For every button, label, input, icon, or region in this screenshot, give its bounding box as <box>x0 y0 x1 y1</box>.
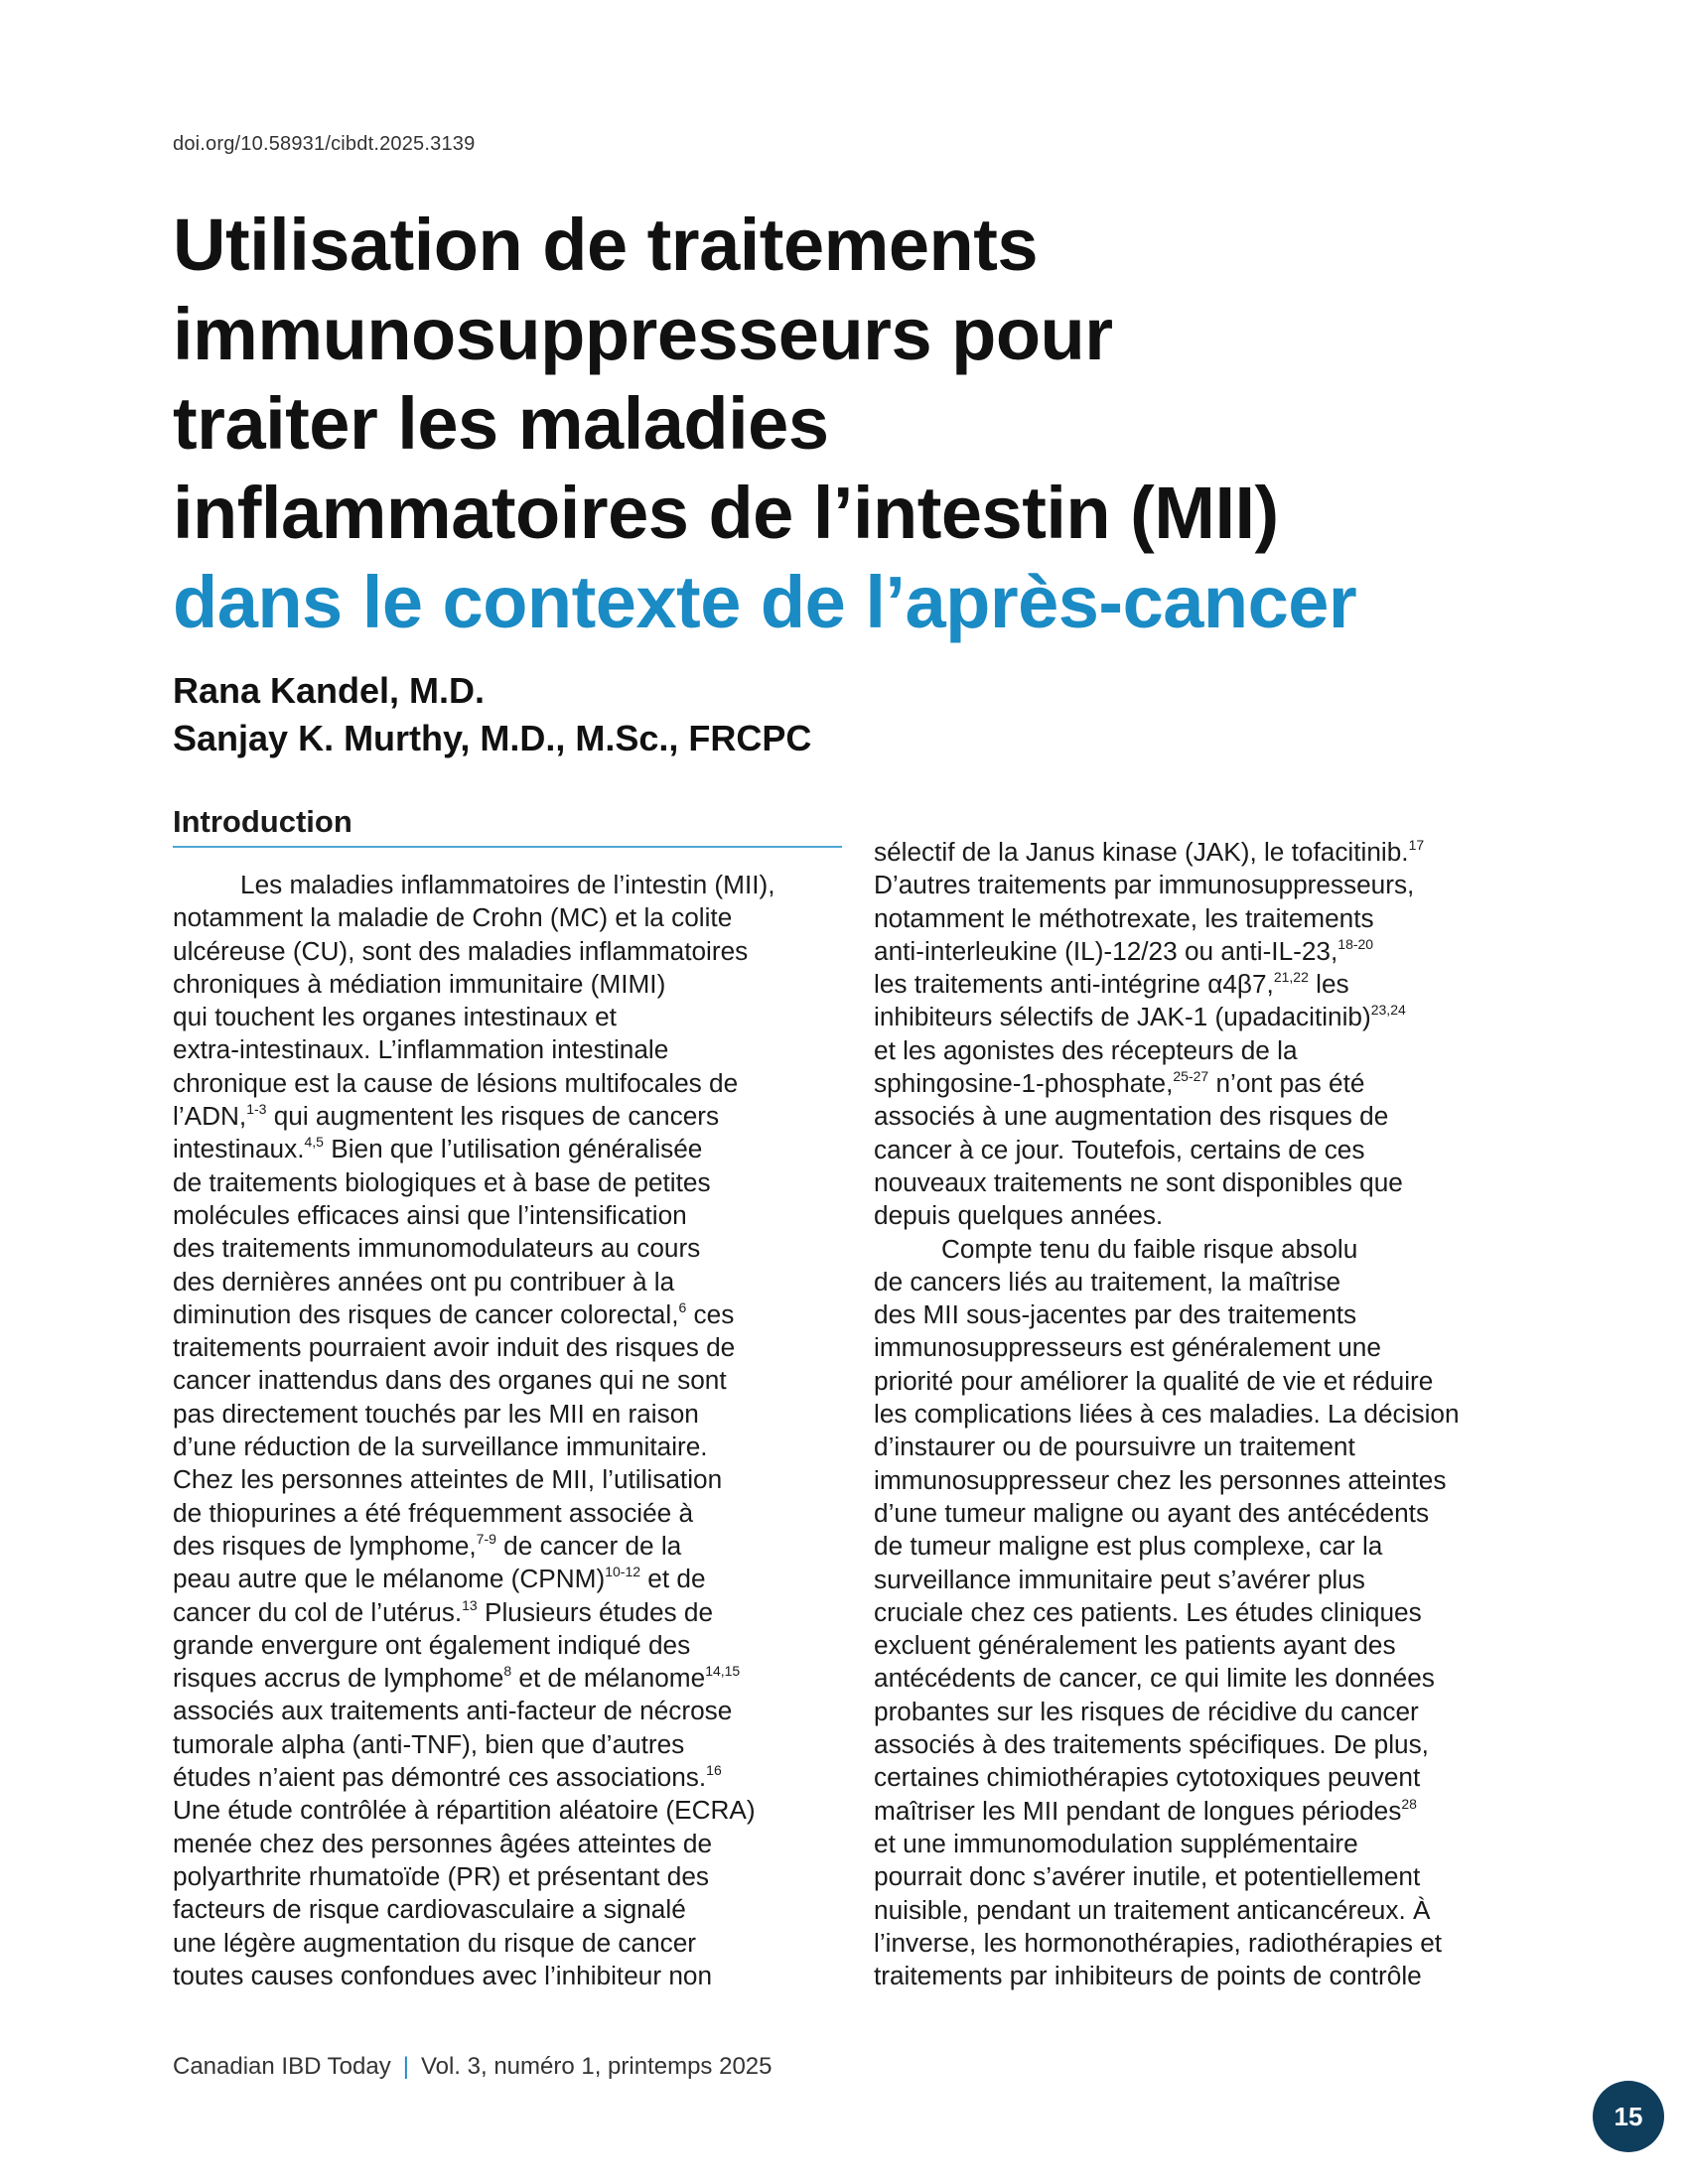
text-segment: Bien que l’utilisation généralisée <box>323 1134 703 1164</box>
text-line <box>173 1530 848 1563</box>
citation-superscript: 6 <box>678 1298 687 1315</box>
text-segment: Une étude contrôlée à répartition aléatoire (ECRA) <box>173 1795 756 1826</box>
author-name: Sanjay K. Murthy, M.D., M.Sc., FRCPC <box>173 718 812 758</box>
text-segment: des traitements immunomodulateurs au cours <box>173 1233 701 1264</box>
text-line <box>874 1134 1549 1166</box>
text-line <box>874 1100 1549 1133</box>
citation-superscript: 28 <box>1401 1795 1417 1812</box>
text-segment: de cancers liés au traitement, la maîtrise <box>874 1266 1341 1297</box>
citation-superscript: 21,22 <box>1273 969 1309 986</box>
text-segment: immunosuppresseurs est généralement une <box>874 1332 1381 1363</box>
text-segment: cancer du col de l’utérus. <box>173 1596 463 1627</box>
text-segment: de cancer de la <box>495 1530 682 1561</box>
text-segment: des risques de lymphome, <box>173 1530 477 1561</box>
text-segment: maîtriser les MII pendant de longues périodes <box>874 1795 1402 1826</box>
text-segment: traitements pourraient avoir induit des risques de <box>173 1332 736 1363</box>
text-line <box>173 1431 848 1463</box>
citation-superscript: 18-20 <box>1337 935 1374 952</box>
text-line <box>874 1860 1549 1893</box>
text-segment: de thiopurines a été fréquemment associée à <box>173 1497 694 1528</box>
text-segment: anti-interleukine (IL)-12/23 ou anti-IL-23, <box>874 935 1338 966</box>
text-segment: excluent généralement les patients ayant des <box>874 1630 1396 1661</box>
author-list <box>173 667 811 762</box>
text-segment: Plusieurs études de <box>477 1596 714 1627</box>
doi-link[interactable]: doi.org/10.58931/cibdt.2025.3139 <box>173 133 476 155</box>
text-line <box>173 1067 848 1100</box>
text-line <box>874 1564 1549 1596</box>
text-line <box>874 1629 1549 1662</box>
page-number: 15 <box>1614 2101 1643 2131</box>
text-segment: associés à une augmentation des risques de <box>874 1101 1389 1132</box>
text-segment: extra-intestinaux. L’inflammation intestinale <box>173 1034 669 1065</box>
text-line <box>874 869 1549 901</box>
text-segment: risques accrus de lymphome <box>173 1663 504 1694</box>
text-segment: molécules efficaces ainsi que l’intensification <box>173 1199 687 1230</box>
text-line <box>874 968 1549 1001</box>
text-line <box>874 1199 1549 1232</box>
text-line <box>874 1596 1549 1629</box>
text-segment: nuisible, pendant un traitement anticancéreux. À <box>874 1894 1431 1925</box>
text-segment: D’autres traitements par immunosuppresseurs, <box>874 870 1415 900</box>
text-segment: tumorale alpha (anti-TNF), bien que d’autres <box>173 1728 685 1759</box>
text-line <box>874 1497 1549 1530</box>
text-segment: Chez les personnes atteintes de MII, l’utilisation <box>173 1464 723 1495</box>
text-line <box>874 1828 1549 1860</box>
text-segment: toutes causes confondues avec l’inhibiteur non <box>173 1960 713 1990</box>
text-line <box>173 869 848 901</box>
text-segment: antécédents de cancer, ce qui limite les données <box>874 1663 1435 1694</box>
text-line <box>173 1033 848 1066</box>
citation-superscript: 4,5 <box>304 1134 324 1151</box>
text-line <box>874 1365 1549 1398</box>
text-line <box>173 1100 848 1133</box>
left-text-column <box>173 869 848 1992</box>
citation-superscript: 1-3 <box>246 1101 267 1118</box>
text-segment: intestinaux. <box>173 1134 305 1164</box>
footer-separator: | <box>402 2053 409 2080</box>
text-segment: et de mélanome <box>511 1663 706 1694</box>
text-segment: pas directement touchés par les MII en raison <box>173 1398 699 1429</box>
citation-superscript: 8 <box>503 1663 512 1680</box>
text-segment: et les agonistes des récepteurs de la <box>874 1034 1298 1065</box>
text-segment: nouveaux traitements ne sont disponibles que <box>874 1166 1403 1197</box>
text-segment: menée chez des personnes âgées atteintes de <box>173 1828 713 1858</box>
text-line <box>173 901 848 934</box>
article-title <box>173 201 1583 647</box>
text-line <box>874 836 1549 869</box>
text-line <box>874 1795 1549 1828</box>
text-line <box>173 1331 848 1364</box>
text-segment: inhibiteurs sélectifs de JAK-1 (upadacitinib) <box>874 1002 1371 1032</box>
title-accent-line: dans le contexte de l’après-cancer <box>173 561 1357 643</box>
text-segment: une légère augmentation du risque de cancer <box>173 1927 697 1958</box>
text-line <box>173 1364 848 1397</box>
text-segment: des MII sous-jacentes par des traitements <box>874 1299 1357 1330</box>
text-line <box>173 1662 848 1695</box>
text-segment: les <box>1308 969 1349 1000</box>
text-line <box>173 1828 848 1860</box>
text-segment: traitements par inhibiteurs de points de contrôle <box>874 1961 1422 1991</box>
text-line <box>874 1398 1549 1431</box>
citation-superscript: 14,15 <box>705 1663 741 1680</box>
issue-info: Vol. 3, numéro 1, printemps 2025 <box>420 2053 773 2080</box>
text-segment: de tumeur maligne est plus complexe, car la <box>874 1531 1383 1562</box>
text-line <box>874 1761 1549 1794</box>
text-segment: études n’aient pas démontré ces associations. <box>173 1762 707 1793</box>
text-line <box>173 1199 848 1232</box>
text-segment: polyarthrite rhumatoïde (PR) et présentant des <box>173 1860 710 1891</box>
text-line <box>173 1563 848 1595</box>
text-segment: l’ADN, <box>173 1101 247 1132</box>
text-segment: n’ont pas été <box>1208 1068 1365 1099</box>
text-line <box>874 935 1549 968</box>
text-line <box>874 1927 1549 1960</box>
text-segment: depuis quelques années. <box>874 1200 1164 1231</box>
text-segment: sphingosine-1-phosphate, <box>874 1068 1174 1099</box>
text-line <box>173 1232 848 1265</box>
text-segment: ces <box>686 1298 735 1329</box>
text-segment: et une immunomodulation supplémentaire <box>874 1828 1358 1858</box>
citation-superscript: 10-12 <box>605 1564 641 1580</box>
text-segment: priorité pour améliorer la qualité de vie et réduire <box>874 1365 1434 1396</box>
text-segment: immunosuppresseur chez les personnes atteintes <box>874 1464 1447 1495</box>
text-line <box>173 1761 848 1794</box>
text-line <box>173 1728 848 1761</box>
citation-superscript: 25-27 <box>1173 1068 1209 1085</box>
text-line <box>173 1960 848 1992</box>
text-line <box>874 1464 1549 1497</box>
text-segment: d’une réduction de la surveillance immunitaire. <box>173 1432 708 1462</box>
citation-superscript: 16 <box>706 1762 722 1779</box>
title-line: inflammatoires de l’intestin (MII) <box>173 472 1279 554</box>
text-segment: diminution des risques de cancer colorectal, <box>173 1298 679 1329</box>
text-segment: peau autre que le mélanome (CPNM) <box>173 1564 606 1594</box>
text-line <box>173 1001 848 1033</box>
text-line <box>173 1133 848 1165</box>
text-line <box>874 1233 1549 1266</box>
text-segment: ulcéreuse (CU), sont des maladies inflammatoires <box>173 935 749 966</box>
section-heading: Introduction <box>173 804 842 848</box>
text-segment: qui augmentent les risques de cancers <box>266 1101 720 1132</box>
text-line <box>874 1067 1549 1100</box>
text-segment: chroniques à médiation immunitaire (MIMI) <box>173 968 666 999</box>
text-line <box>874 1298 1549 1331</box>
page-footer <box>173 2053 772 2081</box>
text-line <box>173 1497 848 1530</box>
text-line <box>173 1860 848 1893</box>
citation-superscript: 7-9 <box>476 1530 496 1547</box>
text-line <box>874 1696 1549 1728</box>
text-segment: probantes sur les risques de récidive du cancer <box>874 1696 1419 1726</box>
text-segment: associés à des traitements spécifiques. De plus, <box>874 1729 1429 1760</box>
text-line <box>173 1463 848 1496</box>
text-line <box>173 1398 848 1431</box>
text-segment: notamment le méthotrexate, les traitements <box>874 902 1374 933</box>
text-segment: d’une tumeur maligne ou ayant des antécédents <box>874 1497 1430 1528</box>
text-segment: notamment la maladie de Crohn (MC) et la colite <box>173 902 733 933</box>
text-segment: chronique est la cause de lésions multifocales de <box>173 1067 739 1098</box>
text-line <box>874 1431 1549 1463</box>
text-segment: de traitements biologiques et à base de petites <box>173 1166 711 1197</box>
text-line <box>874 1894 1549 1927</box>
text-segment: facteurs de risque cardiovasculaire a signalé <box>173 1894 686 1925</box>
text-segment: l’inverse, les hormonothérapies, radiothérapies et <box>874 1927 1443 1958</box>
text-line <box>173 1166 848 1199</box>
title-line: immunosuppresseurs pour <box>173 293 1113 375</box>
text-line <box>874 1034 1549 1067</box>
text-segment: cancer à ce jour. Toutefois, certains de ces <box>874 1134 1365 1164</box>
text-line <box>173 1596 848 1629</box>
text-line <box>173 968 848 1001</box>
text-line <box>874 1331 1549 1364</box>
right-text-column <box>874 836 1549 1992</box>
text-segment: pourrait donc s’avérer inutile, et potentiellement <box>874 1861 1421 1892</box>
text-segment: associés aux traitements anti-facteur de nécrose <box>173 1696 733 1726</box>
text-segment: Les maladies inflammatoires de l’intestin (MII), <box>240 870 775 899</box>
title-line: Utilisation de traitements <box>173 204 1039 286</box>
text-line <box>173 1298 848 1331</box>
text-segment: les traitements anti-intégrine α4β7, <box>874 969 1274 1000</box>
page-number-badge <box>1593 2081 1664 2152</box>
text-line <box>173 1266 848 1298</box>
title-line: traiter les maladies <box>173 382 829 465</box>
text-segment: et de <box>640 1564 706 1594</box>
text-segment: les complications liées à ces maladies. La décision <box>874 1399 1460 1430</box>
text-line <box>874 1960 1549 1992</box>
text-line <box>874 1266 1549 1298</box>
text-segment: qui touchent les organes intestinaux et <box>173 1002 617 1032</box>
text-segment: d’instaurer ou de poursuivre un traitement <box>874 1432 1355 1462</box>
text-line <box>874 1662 1549 1695</box>
author-name: Rana Kandel, M.D. <box>173 670 486 711</box>
text-line <box>173 1927 848 1960</box>
text-line <box>173 1893 848 1926</box>
journal-name: Canadian IBD Today <box>173 2053 391 2080</box>
text-segment: Compte tenu du faible risque absolu <box>941 1233 1358 1264</box>
text-segment: grande envergure ont également indiqué des <box>173 1629 691 1660</box>
citation-superscript: 13 <box>462 1596 478 1613</box>
text-line <box>874 1166 1549 1199</box>
text-line <box>173 1794 848 1827</box>
text-segment: certaines chimiothérapies cytotoxiques peuvent <box>874 1762 1421 1793</box>
text-line <box>173 935 848 968</box>
citation-superscript: 17 <box>1408 837 1425 853</box>
text-segment: des dernières années ont pu contribuer à la <box>173 1266 675 1297</box>
text-line <box>874 1728 1549 1761</box>
text-line <box>173 1695 848 1727</box>
text-segment: cruciale chez ces patients. Les études cliniques <box>874 1596 1422 1627</box>
text-segment: sélectif de la Janus kinase (JAK), le tofacitinib. <box>874 837 1409 867</box>
text-line <box>874 1001 1549 1033</box>
citation-superscript: 23,24 <box>1370 1002 1406 1019</box>
text-line <box>173 1629 848 1662</box>
text-line <box>874 1530 1549 1563</box>
text-line <box>874 902 1549 935</box>
text-segment: surveillance immunitaire peut s’avérer plus <box>874 1564 1365 1594</box>
text-segment: cancer inattendus dans des organes qui ne sont <box>173 1365 727 1396</box>
